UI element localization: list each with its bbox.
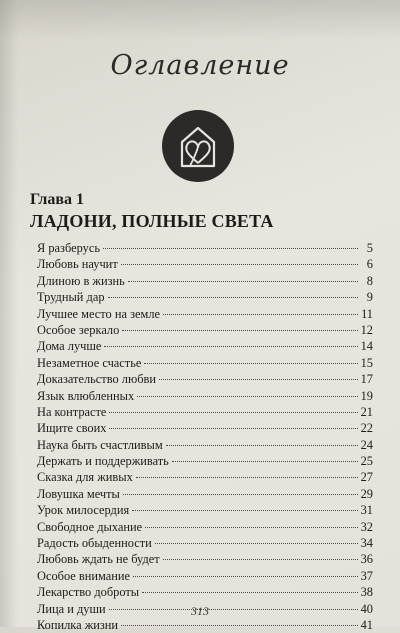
toc-entry-title: Копилка жизни [37,617,119,632]
page-shadow-left [0,0,18,627]
toc-entry-page: 6 [366,257,373,272]
dot-leader [137,396,357,397]
dot-leader [142,592,358,593]
dot-leader [166,445,358,446]
toc-entry[interactable] [37,584,373,600]
toc-entry-title: Наука быть счастливым [37,437,163,452]
toc-entry-title: Свободное дыхание [37,519,143,534]
toc-entry[interactable] [37,551,373,567]
dot-leader [163,559,358,560]
dot-leader [172,461,358,462]
dot-leader [155,543,358,544]
toc-entry[interactable] [37,486,373,502]
toc-entry[interactable] [37,568,373,584]
page-shadow [0,0,400,40]
toc-entry-title: Длиною в жизнь [37,273,125,288]
dot-leader [136,477,358,478]
toc-entry-title: Урок милосердия [37,503,130,518]
toc-entry-page: 32 [360,519,373,534]
toc-entry-page: 37 [360,568,373,583]
toc-entry-page: 8 [366,273,373,288]
toc-entry-title: Особое внимание [37,568,131,583]
toc-entry[interactable] [37,617,373,633]
toc-entry-page: 11 [361,306,373,321]
toc-entry[interactable] [37,404,373,420]
toc-entry-page: 24 [360,437,373,452]
toc-entry[interactable] [37,273,373,289]
toc-entry-page: 40 [360,601,373,616]
dot-leader [122,330,357,331]
dot-leader [132,510,357,511]
table-of-contents [37,240,373,633]
toc-entry[interactable] [37,535,373,551]
toc-entry[interactable] [37,338,373,354]
toc-entry[interactable] [37,388,373,404]
toc-entry-page: 38 [360,585,373,600]
toc-entry[interactable] [37,502,373,518]
toc-entry-page: 5 [366,241,373,255]
toc-entry-page: 12 [360,322,373,337]
toc-entry[interactable] [37,256,373,272]
page-title: Оглавление [110,50,290,81]
toc-entry-title: Доказательство любви [37,372,156,387]
toc-entry-title: Лекарство доброты [37,585,140,600]
dot-leader [103,248,358,249]
toc-entry[interactable] [37,240,373,256]
chapter-number: Глава 1 [30,191,84,208]
toc-entry[interactable] [37,306,373,322]
toc-entry[interactable] [37,322,373,338]
toc-entry-page: 21 [360,404,373,419]
toc-entry-title: Любовь ждать не будет [37,552,160,567]
toc-entry-page: 17 [360,372,373,387]
toc-entry-page: 14 [360,339,373,354]
toc-entry[interactable] [37,437,373,453]
toc-entry-title: На контрасте [37,404,107,419]
toc-entry[interactable] [37,453,373,469]
toc-entry-page: 34 [360,536,373,551]
toc-entry-page: 31 [360,503,373,518]
toc-entry[interactable] [37,469,373,485]
toc-entry-title: Ищите своих [37,421,107,436]
page-number: 313 [191,604,209,618]
dot-leader [121,264,358,265]
dot-leader [128,281,358,282]
chapter-title: ЛАДОНИ, ПОЛНЫЕ СВЕТА [30,211,274,231]
toc-entry-page: 27 [360,470,373,485]
toc-entry-title: Держать и поддерживать [37,454,169,469]
toc-entry-page: 19 [360,388,373,403]
toc-entry-title: Радость обыденности [37,536,152,551]
dot-leader [163,314,358,315]
toc-entry-title: Язык влюбленных [37,388,135,403]
house-heart-icon [160,108,236,184]
toc-entry[interactable] [37,420,373,436]
toc-entry[interactable] [37,519,373,535]
toc-entry-title: Особое зеркало [37,322,120,337]
dot-leader [109,428,357,429]
dot-leader [109,412,357,413]
toc-entry-title: Любовь научит [37,257,118,272]
toc-entry-title: Дома лучше [37,339,102,354]
toc-entry-page: 36 [360,552,373,567]
dot-leader [104,346,357,347]
dot-leader [121,625,358,626]
toc-entry-page: 29 [360,486,373,501]
toc-entry[interactable] [37,355,373,371]
toc-entry[interactable] [37,371,373,387]
toc-entry-page: 41 [360,617,373,632]
toc-entry-title: Лица и души [37,601,106,616]
dot-leader [123,494,358,495]
toc-entry-page: 25 [360,454,373,469]
toc-entry-page: 15 [360,355,373,370]
toc-entry-page: 22 [360,421,373,436]
toc-entry[interactable] [37,289,373,305]
toc-entry-title: Трудный дар [37,290,105,305]
dot-leader [145,527,357,528]
toc-entry-title: Ловушка мечты [37,486,120,501]
dot-leader [108,297,358,298]
dot-leader [133,576,358,577]
toc-entry-title: Лучшее место на земле [37,306,160,321]
toc-entry-title: Я разберусь [37,241,100,255]
toc-entry-title: Сказка для живых [37,470,133,485]
dot-leader [144,363,357,364]
toc-entry-title: Незаметное счастье [37,355,142,370]
dot-leader [159,379,358,380]
toc-entry-page: 9 [366,290,373,305]
